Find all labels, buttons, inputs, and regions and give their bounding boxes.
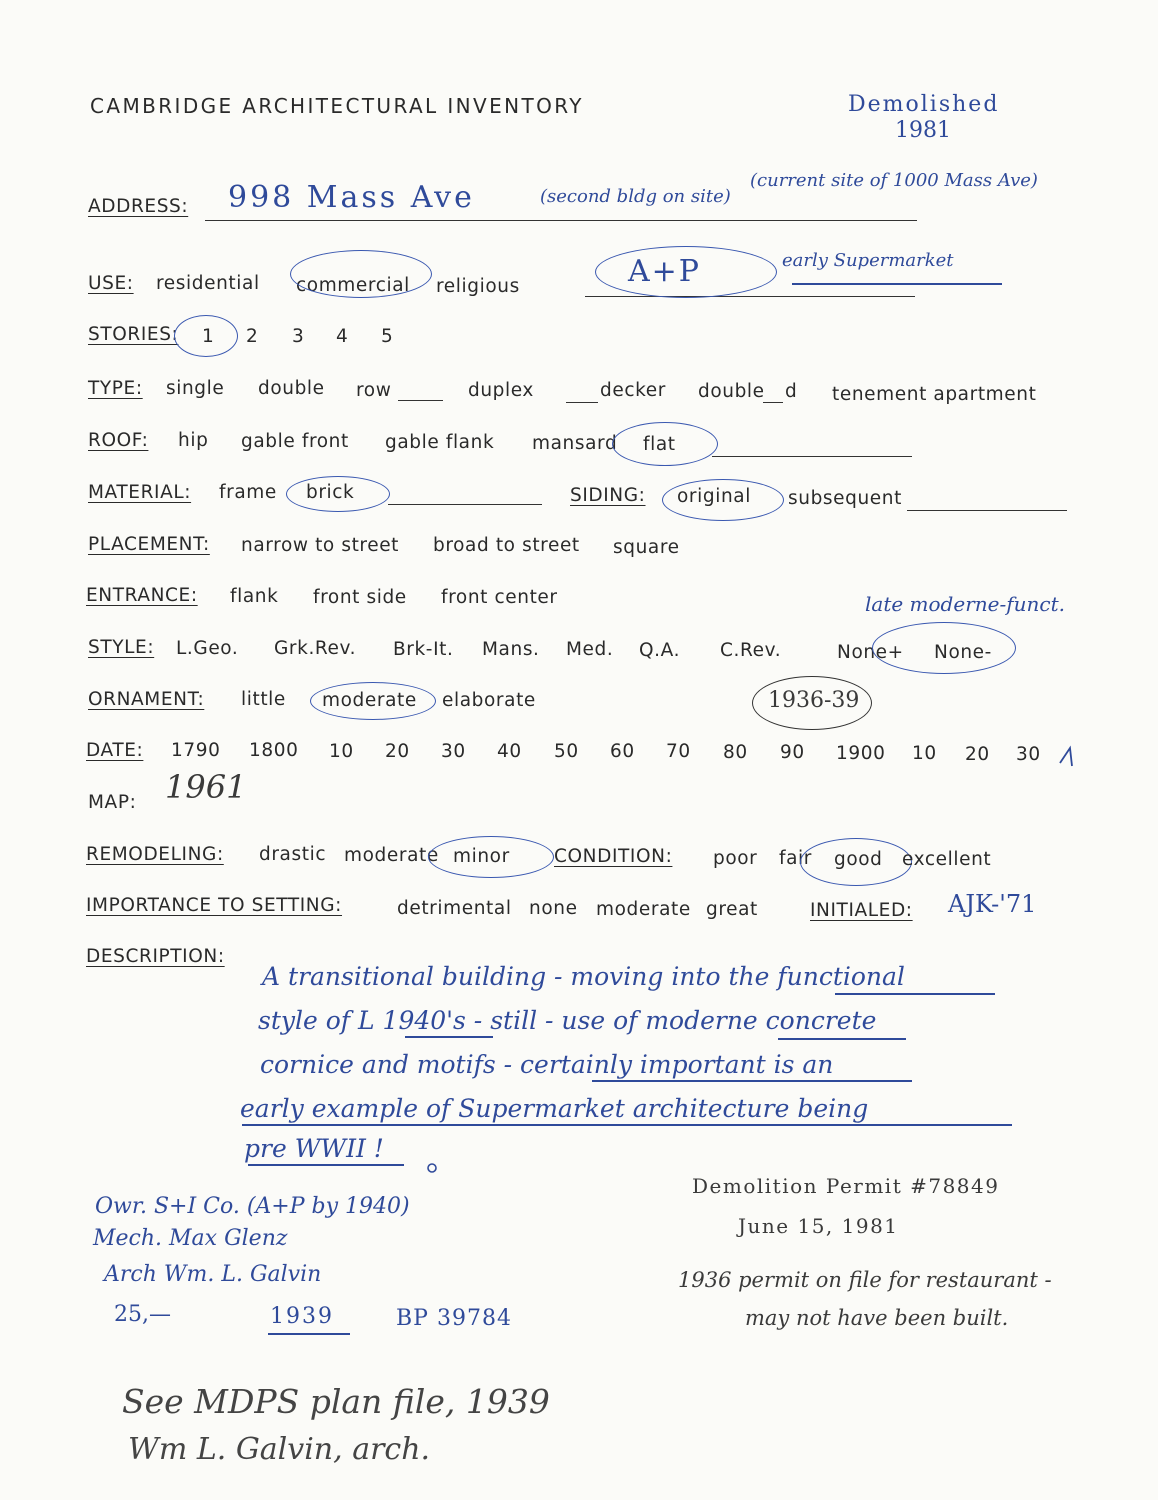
- roof-option-flat: flat: [643, 434, 676, 455]
- use-label: USE:: [88, 273, 134, 294]
- type-option-single: single: [166, 378, 225, 399]
- type-option-double: double: [258, 378, 325, 399]
- stories-option-3: 3: [292, 326, 305, 347]
- owner-note-owner: Owr. S+I Co. (A+P by 1940): [95, 1194, 410, 1219]
- roof-label: ROOF:: [88, 430, 149, 451]
- address-value: 998 Mass Ave: [228, 180, 475, 215]
- type-row-blank: [398, 400, 443, 401]
- style-option-med: Med.: [566, 639, 614, 660]
- importance-option-moderate: moderate: [596, 899, 691, 920]
- demolished-year: 1981: [895, 118, 951, 143]
- siding-option-subsequent: subsequent: [788, 488, 902, 509]
- siding-label: SIDING:: [570, 485, 646, 506]
- material-other-blank: [388, 504, 542, 505]
- placement-label: PLACEMENT:: [88, 534, 210, 555]
- address-note-second-bldg: (second bldg on site): [540, 186, 731, 207]
- form-title: CAMBRIDGE ARCHITECTURAL INVENTORY: [90, 94, 584, 118]
- condition-option-poor: poor: [713, 848, 758, 869]
- date-option-40: 40: [497, 741, 522, 762]
- description-line-3: cornice and motifs - certainly important is an: [260, 1050, 834, 1079]
- type-decker-blank: [566, 402, 598, 403]
- importance-option-great: great: [706, 899, 758, 920]
- date-option-50: 50: [554, 741, 579, 762]
- material-option-frame: frame: [219, 482, 277, 503]
- desc-underline-functional: [835, 993, 995, 995]
- demolition-note-1: 1936 permit on file for restaurant -: [678, 1268, 1052, 1292]
- stories-1-circle: [174, 315, 238, 357]
- condition-option-excellent: excellent: [902, 849, 992, 870]
- description-line-5: pre WWII !: [244, 1134, 384, 1163]
- desc-underline-moderne: [778, 1038, 906, 1040]
- stories-label: STORIES:: [88, 324, 179, 345]
- use-option-religious: religious: [436, 276, 520, 297]
- owner-note-year: 1939: [270, 1304, 334, 1329]
- owner-note-cost: 25,—: [114, 1302, 171, 1327]
- description-line-2: style of L 1940's - still - use of moderne concrete: [258, 1006, 877, 1035]
- roof-option-hip: hip: [178, 430, 209, 451]
- description-label: DESCRIPTION:: [86, 946, 225, 967]
- description-line-1: A transitional building - moving into the functional: [262, 962, 905, 991]
- material-option-brick: brick: [306, 482, 355, 503]
- remodeling-option-drastic: drastic: [259, 844, 327, 865]
- type-option-decker: decker: [600, 380, 666, 401]
- material-label: MATERIAL:: [88, 482, 192, 503]
- placement-option-narrow: narrow to street: [241, 535, 400, 556]
- roof-option-gable-front: gable front: [241, 431, 349, 452]
- roof-option-gable-flank: gable flank: [385, 432, 495, 453]
- roof-flat-circle: [612, 422, 718, 466]
- description-exclamation-dot: [428, 1164, 436, 1172]
- type-label: TYPE:: [88, 378, 143, 399]
- map-value: 1961: [165, 768, 247, 806]
- date-note: 1936-39: [768, 688, 860, 713]
- description-line-4: early example of Supermarket architecture being: [240, 1094, 869, 1123]
- date-option-10: 10: [329, 741, 354, 762]
- style-label: STYLE:: [88, 637, 155, 658]
- style-option-lgeo: L.Geo.: [176, 638, 239, 659]
- address-label: ADDRESS:: [88, 196, 189, 217]
- material-brick-circle: [286, 476, 390, 512]
- remodeling-minor-circle: [428, 836, 554, 878]
- use-other-value: A+P: [628, 254, 701, 289]
- desc-underline-certainly: [592, 1080, 912, 1082]
- use-note-underline: [792, 283, 1002, 285]
- use-note: early Supermarket: [782, 250, 954, 271]
- stories-option-2: 2: [246, 326, 259, 347]
- desc-underline-early-example: [242, 1124, 1012, 1126]
- demolition-permit: Demolition Permit #78849: [692, 1174, 1000, 1198]
- style-option-mans: Mans.: [482, 639, 540, 660]
- ornament-moderate-circle: [310, 682, 436, 720]
- type-option-duplex: duplex: [468, 380, 534, 401]
- style-none-minus-circle: [872, 622, 1016, 674]
- siding-other-blank: [907, 510, 1067, 511]
- pencil-note-plan-file: See MDPS plan file, 1939: [122, 1382, 550, 1421]
- style-option-crev: C.Rev.: [720, 640, 782, 661]
- remodeling-label: REMODELING:: [86, 844, 224, 865]
- date-option-1800: 1800: [249, 740, 299, 761]
- remodeling-option-moderate: moderate: [344, 845, 439, 866]
- style-option-none-plus: None+: [837, 642, 904, 663]
- date-label: DATE:: [86, 740, 144, 761]
- demolition-date: June 15, 1981: [738, 1214, 899, 1238]
- date-option-10b: 10: [912, 743, 937, 764]
- condition-option-fair: fair: [779, 848, 812, 869]
- importance-option-none: none: [529, 898, 578, 919]
- style-option-grkrev: Grk.Rev.: [274, 638, 357, 659]
- importance-label: IMPORTANCE TO SETTING:: [86, 895, 343, 916]
- type-option-d: d: [785, 381, 798, 402]
- owner-year-underline: [268, 1333, 350, 1335]
- placement-option-broad: broad to street: [433, 535, 580, 556]
- style-note: late moderne-funct.: [865, 592, 1065, 616]
- date-option-20: 20: [385, 741, 410, 762]
- type-option-row: row: [356, 380, 392, 401]
- stories-option-1: 1: [202, 326, 215, 347]
- entrance-option-front-side: front side: [313, 587, 407, 608]
- demolition-note-2: may not have been built.: [745, 1306, 1009, 1330]
- entrance-option-flank: flank: [230, 586, 279, 607]
- date-option-1790: 1790: [171, 740, 221, 761]
- date-option-30b: 30: [1016, 744, 1041, 765]
- stories-option-4: 4: [336, 326, 349, 347]
- date-option-70: 70: [666, 741, 691, 762]
- desc-underline-1940s: [405, 1036, 493, 1038]
- date-option-20b: 20: [965, 744, 990, 765]
- date-option-1900: 1900: [836, 743, 886, 764]
- ornament-label: ORNAMENT:: [88, 689, 205, 710]
- use-commercial-circle: [290, 250, 432, 298]
- placement-option-square: square: [613, 537, 680, 558]
- date-option-80: 80: [723, 742, 748, 763]
- type-option-double-d: double: [698, 381, 765, 402]
- type-double-d-blank: [763, 402, 783, 403]
- address-note-current-site: (current site of 1000 Mass Ave): [750, 170, 1038, 191]
- owner-note-arch: Arch Wm. L. Galvin: [104, 1262, 322, 1287]
- use-option-commercial: commercial: [296, 275, 410, 296]
- initialed-label: INITIALED:: [810, 900, 913, 921]
- map-label: MAP:: [88, 792, 137, 813]
- condition-label: CONDITION:: [554, 846, 673, 867]
- roof-other-blank: [712, 456, 912, 457]
- pencil-note-architect: Wm L. Galvin, arch.: [128, 1432, 431, 1467]
- entrance-label: ENTRANCE:: [86, 585, 198, 606]
- roof-option-mansard: mansard: [532, 433, 618, 454]
- demolished-note: Demolished: [848, 92, 1000, 117]
- ornament-option-moderate: moderate: [322, 690, 417, 711]
- type-option-tenement-apartment: tenement apartment: [832, 384, 1037, 405]
- style-arrow-mark: [1060, 748, 1072, 766]
- stories-option-5: 5: [381, 326, 394, 347]
- siding-original-circle: [662, 479, 784, 521]
- desc-underline-wwii: [248, 1164, 404, 1166]
- date-option-60: 60: [610, 741, 635, 762]
- owner-note-bp: BP 39784: [396, 1306, 512, 1331]
- remodeling-option-minor: minor: [453, 846, 510, 867]
- date-option-90: 90: [780, 742, 805, 763]
- siding-option-original: original: [677, 486, 751, 507]
- address-underline: [205, 220, 917, 221]
- importance-option-detrimental: detrimental: [397, 898, 512, 919]
- style-option-brkit: Brk-It.: [393, 639, 454, 660]
- style-option-qa: Q.A.: [639, 640, 681, 661]
- date-option-30: 30: [441, 741, 466, 762]
- use-option-residential: residential: [156, 273, 260, 294]
- use-other-underline: [585, 296, 915, 297]
- ornament-option-elaborate: elaborate: [442, 690, 536, 711]
- condition-option-good: good: [834, 849, 883, 870]
- ornament-option-little: little: [241, 689, 286, 710]
- style-option-none-minus: None-: [934, 642, 992, 663]
- initialed-value: AJK-'71: [948, 890, 1037, 918]
- condition-good-circle: [800, 838, 912, 886]
- entrance-option-front-center: front center: [441, 587, 558, 608]
- owner-note-mech: Mech. Max Glenz: [93, 1226, 288, 1251]
